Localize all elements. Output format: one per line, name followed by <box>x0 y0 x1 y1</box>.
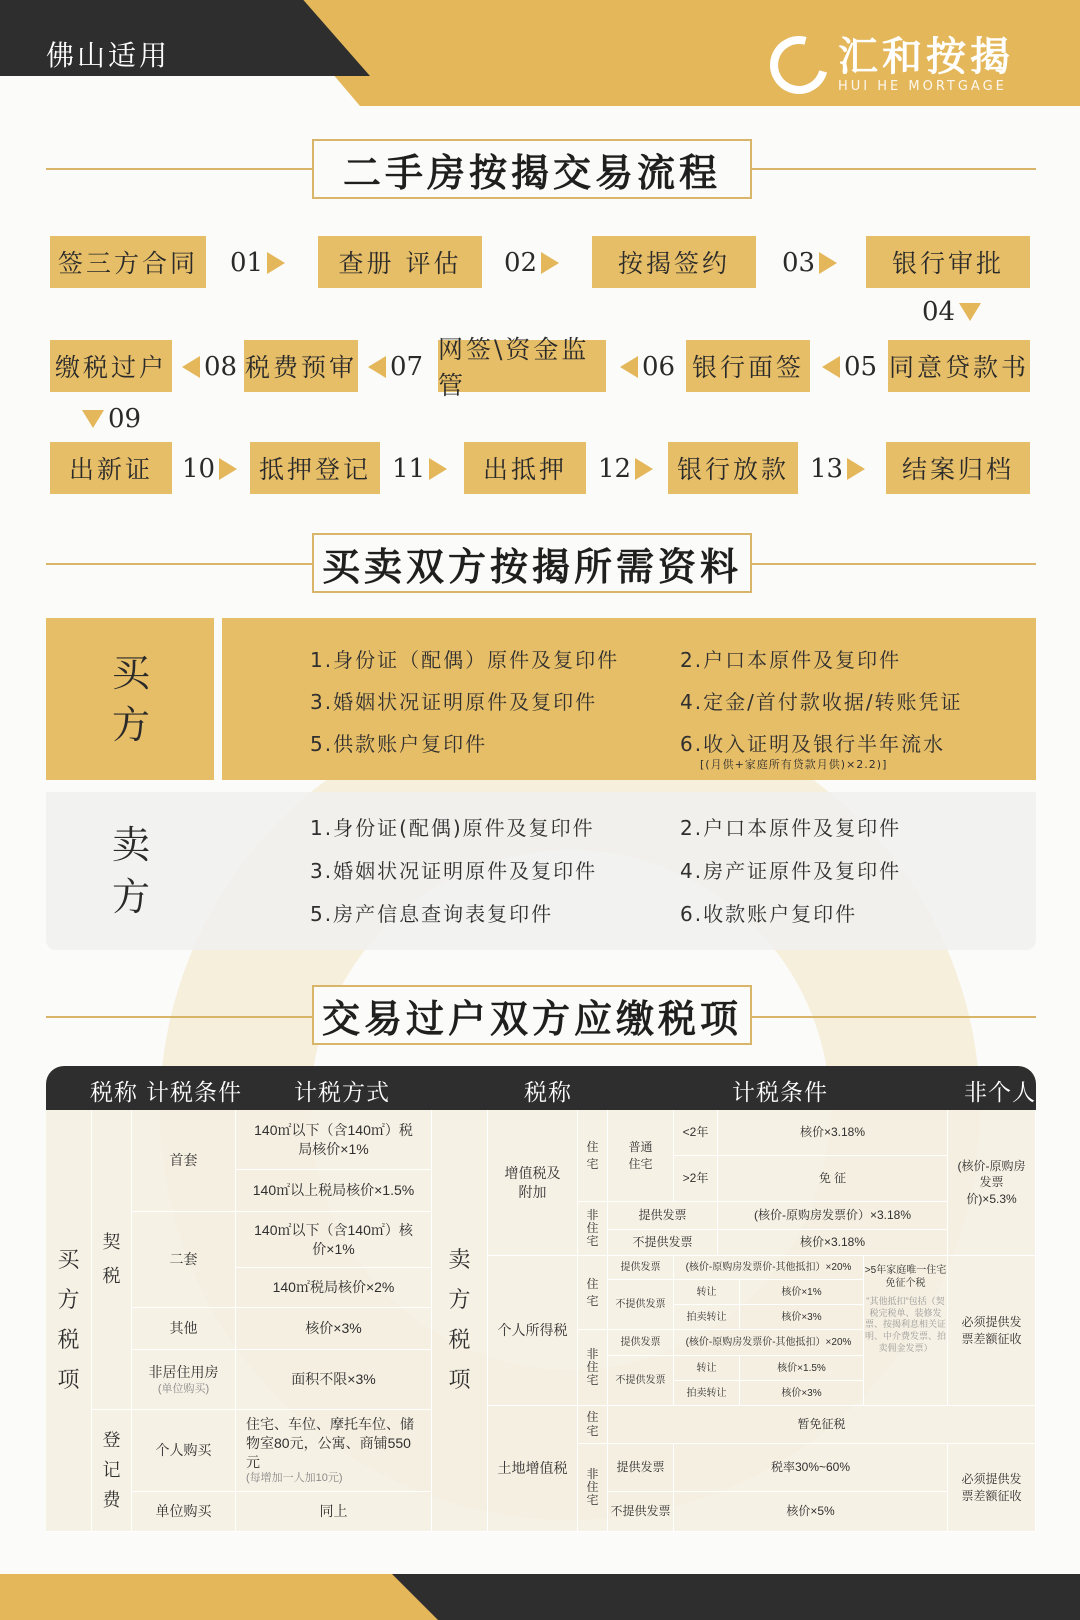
registration-fee: 登记费 <box>92 1410 132 1532</box>
doc-item: 6.收入证明及银行半年流水 <box>680 732 946 756</box>
vat-nr-inv: (核价-原购房发票价）×3.18% <box>718 1202 948 1230</box>
buyer-tax-group: 买方税项 <box>46 1110 92 1532</box>
arrow-left-icon <box>822 356 840 378</box>
step-num-07: 07 <box>368 352 423 382</box>
nonres-label: 非住宅 <box>578 1330 608 1406</box>
seller-documents <box>46 792 1036 950</box>
pit-r-auction: 核价×3% <box>740 1305 864 1330</box>
pit-no-invoice: 不提供发票 <box>608 1280 674 1330</box>
doc-item: 2.户口本原件及复印件 <box>680 648 902 672</box>
other-v: 核价×3% <box>236 1308 432 1350</box>
vat: 增值税及附加 <box>488 1110 578 1256</box>
step-14: 结案归档 <box>886 442 1030 494</box>
doc-item: 6.收款账户复印件 <box>680 902 858 926</box>
gt2-v: 免 征 <box>718 1156 948 1202</box>
step-4: 银行审批 <box>866 236 1030 288</box>
arrow-right-icon <box>429 458 447 480</box>
step-8: 税费预审 <box>244 340 358 392</box>
arrow-right-icon <box>847 458 865 480</box>
first-b: 140㎡以上税局核价×1.5% <box>236 1170 432 1212</box>
region-label: 佛山适用 <box>46 39 171 72</box>
lt2-label: <2年 <box>674 1110 718 1156</box>
seller-label: 卖方 <box>111 823 150 919</box>
doc-item: 3.婚姻状况证明原件及复印件 <box>310 859 598 883</box>
arrow-left-icon <box>368 356 386 378</box>
pit-no-invoice: 不提供发票 <box>608 1356 674 1406</box>
arrow-right-icon <box>541 252 559 274</box>
step-num-03: 03 <box>782 248 837 278</box>
section-title-documents: 买卖双方按揭所需资料 <box>312 533 752 593</box>
buyer-documents <box>46 618 1036 780</box>
arrow-down-icon <box>82 410 104 428</box>
second-b: 140㎡税局核价×2% <box>236 1268 432 1308</box>
cond-personal: 个人购买 <box>132 1410 236 1492</box>
step-num-04: 04 <box>922 297 981 327</box>
header-tax-name: 税称 <box>524 1080 572 1106</box>
land-vat: 土地增值税 <box>488 1406 578 1532</box>
step-12: 出抵押 <box>464 442 586 494</box>
step-5: 同意贷款书 <box>888 340 1030 392</box>
first-a: 140㎡以下（含140㎡）税局核价×1% <box>236 1110 432 1170</box>
lvat-no-invoice: 不提供发票 <box>608 1492 674 1532</box>
doc-item: 2.户口本原件及复印件 <box>680 816 902 840</box>
unit-v: 同上 <box>236 1492 432 1532</box>
cond-other: 其他 <box>132 1308 236 1350</box>
vat-no-invoice: 不提供发票 <box>608 1230 718 1256</box>
step-num-11: 11 <box>392 454 447 484</box>
lt2-v: 核价×3.18% <box>718 1110 948 1156</box>
step-num-06: 06 <box>620 352 675 382</box>
pit-nr-auction: 核价×3% <box>740 1381 864 1406</box>
doc-item: 3.婚姻状况证明原件及复印件 <box>310 690 598 714</box>
arrow-right-icon <box>219 458 237 480</box>
pit-r-transfer: 核价×1% <box>740 1280 864 1305</box>
cond-unit: 单位购买 <box>132 1492 236 1532</box>
arrow-down-icon <box>959 303 981 321</box>
doc-item: 1.身份证(配偶)原件及复印件 <box>310 816 595 840</box>
doc-item: 1.身份证（配偶）原件及复印件 <box>310 648 620 672</box>
logo-mark-icon <box>759 25 838 104</box>
doc-item: 4.定金/首付款收据/转账凭证 <box>680 690 963 714</box>
logo-en-text: HUI HE MORTGAGE <box>838 78 1007 94</box>
vat-non-individual: (核价-原购房发票价)×5.3% <box>948 1110 1036 1256</box>
res-label: 住宅 <box>578 1110 608 1202</box>
normal-residential: 普通住宅 <box>608 1110 674 1202</box>
header-tax-name: 税称 <box>90 1080 138 1106</box>
cond-first-home: 首套 <box>132 1110 236 1212</box>
step-11: 抵押登记 <box>250 442 380 494</box>
vat-invoice: 提供发票 <box>608 1202 718 1230</box>
lvat-noinv-v: 核价×5% <box>674 1492 948 1532</box>
step-num-10: 10 <box>182 454 237 484</box>
doc-note: [(月供+家庭所有贷款月供)×2.2)] <box>700 758 888 771</box>
personal-v: 住宅、车位、摩托车位、储物室80元，公寓、商铺550元 (每增加一人加10元) <box>236 1410 432 1492</box>
vat-nr-noinv: 核价×3.18% <box>718 1230 948 1256</box>
step-10: 出新证 <box>50 442 172 494</box>
res-label: 住宅 <box>578 1406 608 1444</box>
pit-invoice: 提供发票 <box>608 1256 674 1280</box>
deed-tax: 契税 <box>92 1110 132 1410</box>
seller-tax-group: 卖方税项 <box>432 1110 488 1532</box>
step-6: 银行面签 <box>686 340 810 392</box>
section-title-process: 二手房按揭交易流程 <box>312 139 752 199</box>
step-9: 缴税过户 <box>50 340 172 392</box>
header-condition: 计税条件 <box>146 1080 242 1106</box>
pit-transfer: 转让 <box>674 1280 740 1305</box>
lvat-non-individual: 必须提供发票差额征收 <box>948 1444 1036 1532</box>
lvat-invoice: 提供发票 <box>608 1444 674 1492</box>
step-num-02: 02 <box>504 248 559 278</box>
step-2: 查册 评估 <box>318 236 482 288</box>
step-num-08: 08 <box>182 352 237 382</box>
tax-table <box>46 1110 1036 1532</box>
footer-dark-band <box>392 1574 1080 1620</box>
step-num-05: 05 <box>822 352 877 382</box>
header-method: 计税方式 <box>294 1080 390 1106</box>
pit-r-inv: (核价-原购房发票价-其他抵扣）×20% <box>674 1256 864 1280</box>
pit-auction: 拍卖转让 <box>674 1381 740 1406</box>
arrow-right-icon <box>635 458 653 480</box>
pit-invoice: 提供发票 <box>608 1330 674 1356</box>
step-13: 银行放款 <box>668 442 798 494</box>
step-num-01: 01 <box>230 248 285 278</box>
step-num-09: 09 <box>82 404 141 434</box>
section-title-taxes: 交易过户双方应缴税项 <box>312 985 752 1045</box>
brand-logo <box>770 33 1014 94</box>
pit-nr-inv: (核价-原购房发票价-其他抵扣）×20% <box>674 1330 864 1356</box>
tax-table-header <box>46 1066 1036 1110</box>
logo-cn-text: 汇和按揭 <box>838 33 1014 80</box>
lvat-residential: 暂免征税 <box>608 1406 1036 1444</box>
pit-non-individual: 必须提供发票差额征收 <box>948 1256 1036 1406</box>
cond-second-home: 二套 <box>132 1212 236 1308</box>
buyer-label: 买方 <box>111 651 150 747</box>
gt2-label: >2年 <box>674 1156 718 1202</box>
header-condition: 计税条件 <box>732 1080 828 1106</box>
nonres-label: 非住宅 <box>578 1444 608 1532</box>
pit-exemption-note: >5年家庭唯一住宅免征个税 "其他抵扣"包括（契税完税单、装修发票、按揭利息相关证明、中介费发票、拍卖佣金发票） <box>864 1256 948 1406</box>
header-non-individual: 非个人 <box>964 1080 1036 1106</box>
doc-item: 5.房产信息查询表复印件 <box>310 902 554 926</box>
step-7: 网签\资金监管 <box>438 340 606 392</box>
cond-non-residential: 非居住用房 (单位购买) <box>132 1350 236 1410</box>
step-num-13: 13 <box>810 454 865 484</box>
arrow-right-icon <box>267 252 285 274</box>
step-num-12: 12 <box>598 454 653 484</box>
pit-auction: 拍卖转让 <box>674 1305 740 1330</box>
lvat-inv-v: 税率30%~60% <box>674 1444 948 1492</box>
step-3: 按揭签约 <box>592 236 756 288</box>
nonres-label: 非住宅 <box>578 1202 608 1256</box>
doc-item: 5.供款账户复印件 <box>310 732 488 756</box>
pit: 个人所得税 <box>488 1256 578 1406</box>
pit-transfer: 转让 <box>674 1356 740 1381</box>
res-label: 住宅 <box>578 1256 608 1330</box>
arrow-left-icon <box>620 356 638 378</box>
doc-item: 4.房产证原件及复印件 <box>680 859 902 883</box>
arrow-right-icon <box>819 252 837 274</box>
arrow-left-icon <box>182 356 200 378</box>
nonres-v: 面积不限×3% <box>236 1350 432 1410</box>
pit-nr-transfer: 核价×1.5% <box>740 1356 864 1381</box>
step-1: 签三方合同 <box>50 236 206 288</box>
second-a: 140㎡以下（含140㎡）核价×1% <box>236 1212 432 1268</box>
